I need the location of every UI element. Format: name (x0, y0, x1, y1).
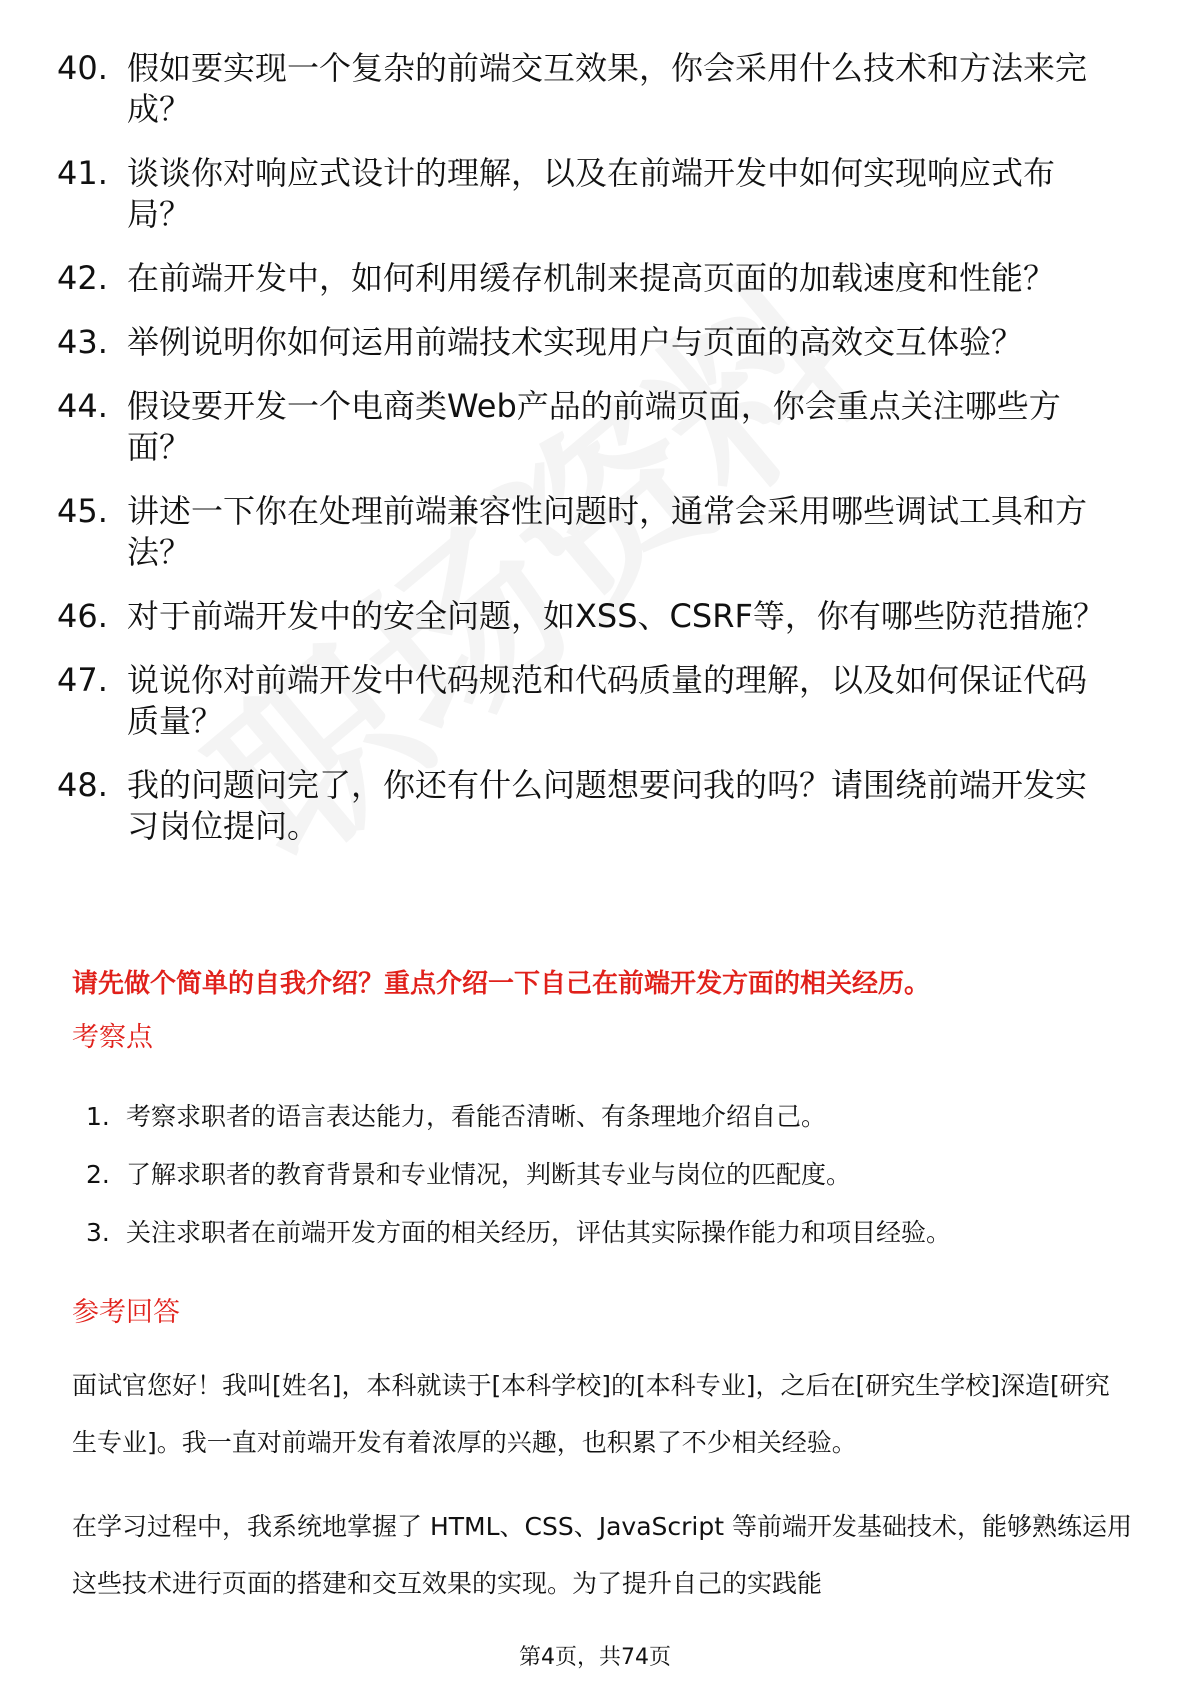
answer-paragraph: 在学习过程中，我系统地掌握了 HTML、CSS、JavaScript 等前端开发基础技术，能够熟练运用这些技术进行页面的搭建和交互效果的实现。为了提升自己的实践能 (72, 1512, 1132, 1598)
question-text: 我的问题问完了，你还有什么问题想要问我的吗？请围绕前端开发实习岗位提问。 (127, 766, 1088, 845)
question-item (0, 596, 1190, 637)
kaocha-item (0, 1100, 1190, 1134)
question-item (0, 660, 1190, 742)
kaocha-text: 考察求职者的语言表达能力，看能否清晰、有条理地介绍自己。 (126, 1102, 827, 1131)
question-text: 假如要实现一个复杂的前端交互效果，你会采用什么技术和方法来完成？ (127, 49, 1088, 128)
question-number: 44. (57, 387, 108, 425)
question-number: 40. (57, 49, 108, 87)
answer-paragraph: 面试官您好！我叫[姓名]，本科就读于[本科学校]的[本科专业]，之后在[研究生学校]深造[研究生专业]。我一直对前端开发有着浓厚的兴趣，也积累了不少相关经验。 (72, 1371, 1110, 1457)
section-question: 请先做个简单的自我介绍？重点介绍一下自己在前端开发方面的相关经历。 (72, 969, 931, 999)
question-number: 43. (57, 323, 108, 361)
kaocha-list (0, 1100, 1190, 1274)
question-item (0, 153, 1190, 235)
question-text: 讲述一下你在处理前端兼容性问题时，通常会采用哪些调试工具和方法？ (127, 492, 1088, 571)
question-number: 45. (57, 492, 108, 530)
question-list (0, 48, 1190, 870)
question-number: 48. (57, 766, 108, 804)
question-item (0, 258, 1190, 299)
question-text: 对于前端开发中的安全问题，如XSS、CSRF等，你有哪些防范措施？ (127, 597, 1105, 635)
kaocha-item (0, 1216, 1190, 1250)
kaocha-number: 2. (86, 1160, 110, 1189)
question-number: 47. (57, 661, 108, 699)
question-item (0, 491, 1190, 573)
question-number: 42. (57, 259, 108, 297)
question-text: 在前端开发中，如何利用缓存机制来提高页面的加载速度和性能？ (127, 259, 1056, 297)
question-item (0, 322, 1190, 363)
answer-heading: 参考回答 (72, 1297, 180, 1328)
question-text: 假设要开发一个电商类Web产品的前端页面，你会重点关注哪些方面？ (127, 387, 1061, 466)
question-text: 举例说明你如何运用前端技术实现用户与页面的高效交互体验？ (127, 323, 1024, 361)
question-item (0, 48, 1190, 130)
question-number: 41. (57, 154, 108, 192)
kaocha-item (0, 1158, 1190, 1192)
question-number: 46. (57, 597, 108, 635)
question-text: 说说你对前端开发中代码规范和代码质量的理解，以及如何保证代码质量？ (127, 661, 1088, 740)
kaocha-number: 3. (86, 1218, 110, 1247)
question-text: 谈谈你对响应式设计的理解，以及在前端开发中如何实现响应式布局？ (127, 154, 1056, 233)
kaocha-heading: 考察点 (72, 1022, 153, 1053)
page-footer: 第4页，共74页 (519, 1645, 671, 1670)
kaocha-number: 1. (86, 1102, 110, 1131)
question-item (0, 765, 1190, 847)
kaocha-text: 关注求职者在前端开发方面的相关经历，评估其实际操作能力和项目经验。 (126, 1218, 952, 1247)
kaocha-text: 了解求职者的教育背景和专业情况，判断其专业与岗位的匹配度。 (126, 1160, 852, 1189)
question-item (0, 386, 1190, 468)
